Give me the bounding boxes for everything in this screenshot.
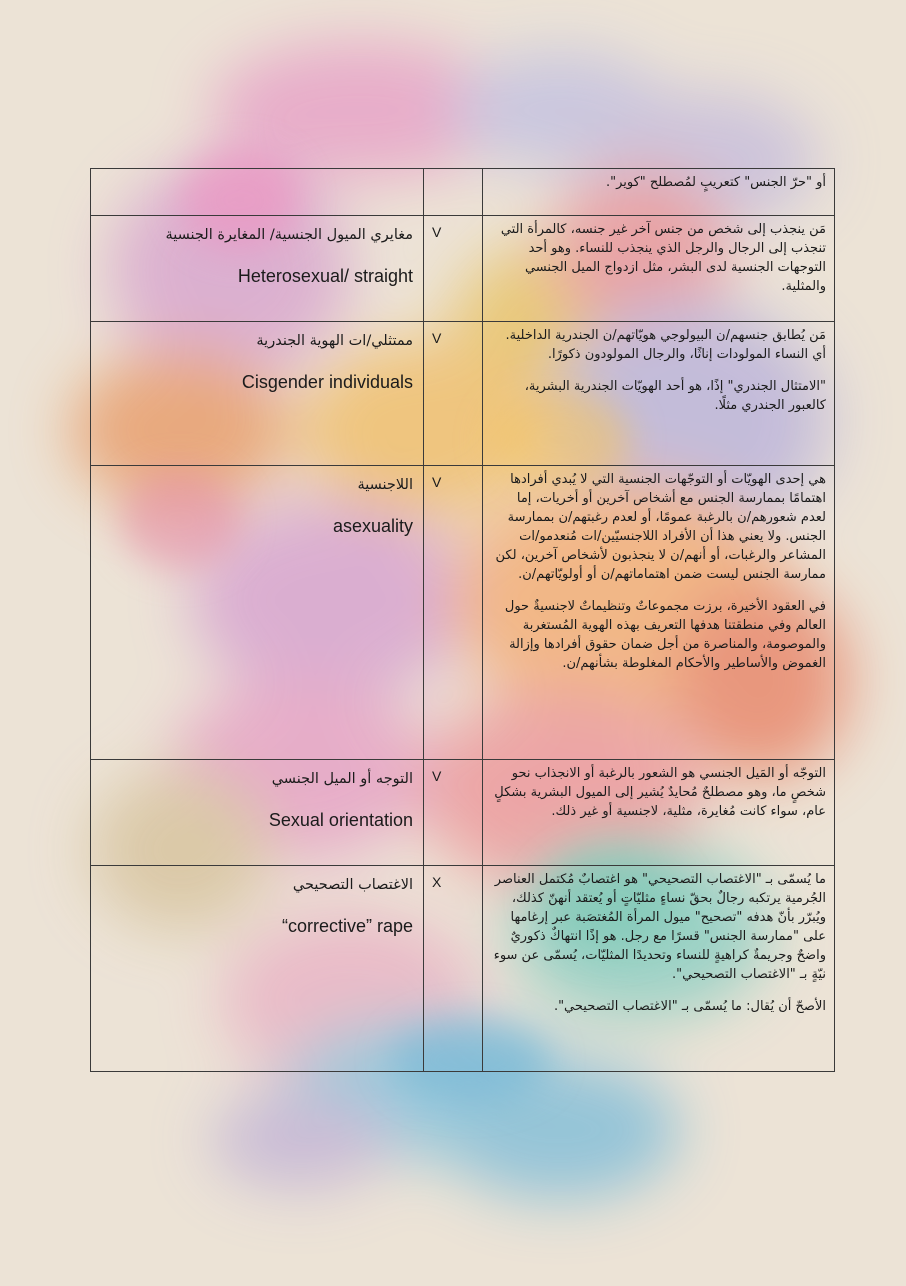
term-arabic: الاغتصاب التصحيحي [292,877,413,893]
definition-paragraph: الأصحّ أن يُقال: ما يُسمّى بـ "الاغتصاب التصحيحي". [553,999,826,1014]
mark: V [432,474,442,490]
term-arabic: مغايري الميول الجنسية/ المغايرة الجنسية [165,227,413,243]
term-arabic: التوجه أو الميل الجنسي [271,771,413,787]
definition-paragraph: مَن ينجذب إلى شخص من جنس آخر غير جنسه، كالمرأة التي تنجذب إلى الرجال والرجل الذي ينجذب للنساء. وهو أحد التوجهات الجنسية لدى البشر، مثل ازدواج الميل الجنسي والمثلية. [500,222,826,294]
term-english [91,179,423,215]
glossary-table [90,168,835,1072]
term-arabic: اللاجنسية [357,477,413,493]
definition-paragraph: مَن يُطابق جنسهم/ن البيولوجي هويّاتهم/ن الجندرية الداخلية. أي النساء المولودات إناثًا، والرجال المولودون ذكورًا. [505,328,826,362]
mark: V [432,330,442,346]
definition-cell [483,760,835,866]
table-row [91,760,835,866]
definition-cell [483,866,835,1072]
definition-paragraph: هي إحدى الهويّات أو التوجّهات الجنسية التي لا يُبدي أفرادها اهتمامًا بممارسة الجنس مع أشخاص آخرين أو أخريات، إما لعدم شعورهم/ن بالرغبة عمومًا، أو لعدم رغبتهم/ن بممارسة الجنس. ولا يعني هذا أن الأفراد اللاجنسيّين/ات مُنعدمو/ات المشاعر والرغبات، أو أنهم/ن لا ينجذبون لأشخاص آخرين، لكن ممارسة الجنس ليست ضمن اهتماماتهم/ن أو أولويّاتهم/ن. [495,472,826,582]
term-cell [91,866,424,1072]
table-row [91,866,835,1072]
mark-cell [424,866,483,1072]
mark-cell [424,466,483,760]
term-arabic [91,169,423,179]
definition-cell [483,216,835,322]
definition-paragraph: "الامتثال الجندري" إذًا، هو أحد الهويّات الجندرية البشرية، كالعبور الجندري مثلًا. [524,379,826,413]
term-cell [91,760,424,866]
mark: V [432,224,442,240]
term-cell [91,466,424,760]
mark-cell [424,169,483,216]
definition-paragraph: أو "حرّ الجنس" كتعريبٍ لمُصطلح "كوير". [605,175,826,190]
definition-cell [483,466,835,760]
mark: X [432,874,442,890]
term-english: asexuality [332,516,413,536]
table-row [91,216,835,322]
table-row [91,466,835,760]
mark [424,169,482,177]
definition-paragraph: ما يُسمّى بـ "الاغتصاب التصحيحي" هو اغتصابٌ مُكتمل العناصر الجُرمية يرتكبه رجالٌ بحقّ نساءٍ مثليّاتٍ أو يُعتقد أنهنّ كذلك، ويُبرّر بأنّ هدفه "تصحيح" ميول المرأة المُغتصَبة عبر إرغامها على "ممارسة الجنس" قسرًا مع رجل. هو إذًا انتهاكٌ ذكوريٌ واضحٌ وجريمةٌ كراهيةٍ للنساء وتحديدًا المثليّات، يُسمّى عن سوء نيّةٍ بـ "الاغتصاب التصحيحي". [493,872,826,982]
definition-paragraph: في العقود الأخيرة، برزت مجموعاتٌ وتنظيماتٌ لاجنسيةٌ حول العالم وفي منطقتنا هدفها التعريف بهذه الهوية المُستغربة والموصومة، والمناصرة من أجل ضمان حقوق أفرادها وإزالة الغموض والأساطير والأحكام المغلوطة بشأنهم/ن. [504,599,826,671]
term-cell [91,322,424,466]
mark-cell [424,760,483,866]
definition-cell [483,169,835,216]
term-english: Sexual orientation [268,810,413,830]
term-english: Heterosexual/ straight [237,266,413,286]
table-row [91,169,835,216]
term-english: “corrective” rape [281,916,413,936]
term-arabic: ممتثلي/ات الهوية الجندرية [256,333,413,349]
term-cell [91,216,424,322]
definition-cell [483,322,835,466]
table-row [91,322,835,466]
term-english: Cisgender individuals [241,372,413,392]
mark-cell [424,216,483,322]
mark: V [432,768,442,784]
definition-paragraph: التوجّه أو المَيل الجنسي هو الشعور بالرغبة أو الانجذاب نحو شخصٍ ما، وهو مصطلحٌ مُحايدٌ يُشير إلى الميول البشرية بشكلٍ عام، سواء كانت مُغايرة، مثلية، لاجنسية أو غير ذلك. [494,766,826,819]
mark-cell [424,322,483,466]
term-cell [91,169,424,216]
